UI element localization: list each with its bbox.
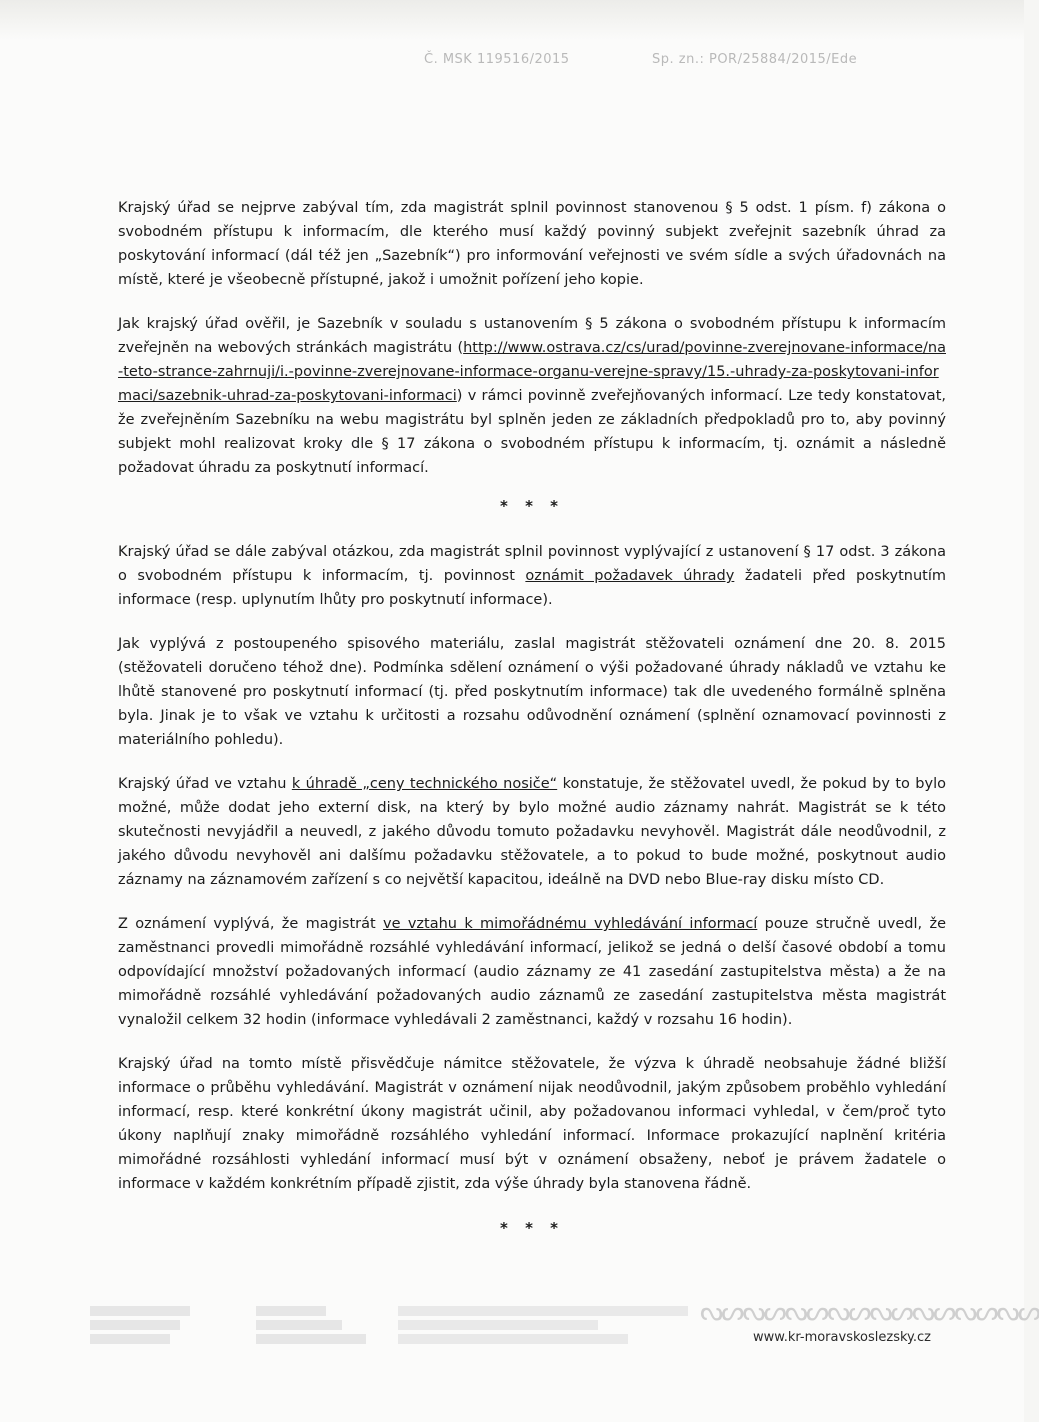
paragraph-text: Z oznámení vyplývá, že magistrát — [118, 916, 384, 932]
paragraph-objection-upheld: Krajský úřad na tomto místě přisvědčuje námitce stěžovatele, že výzva k úhradě neobsahuje žádné bližší informace o průběhu vyhledávání. Magistrát v oznámení nijak neodůvodnil, jakým způsobem proběhlo vyhledání informací, resp. které konkrétní úkony magistrát učinil, aby požadovanou informaci vyhledal, v čem/proč tyto úkony naplňují znaky mimořádně rozsáhlého vyhledání informací. Informace prokazující naplnění kritéria mimořádné rozsáhlosti vyhledání informací musí být v oznámení obsaženy, neboť je právem žadatele o informace v každém konkrétním případě zjistit, zda výše úhrady byla stanovena řádně. — [118, 1056, 946, 1192]
paragraph-text: pouze stručně uvedl, že zaměstnanci provedli mimořádně rozsáhlé vyhledávání informací, jelikož se jedná o delší časové období a tomu odpovídající množství požadovaných informací (audio záznamy ze 41 zasedání zastupitelstva města) a že na mimořádně rozsáhlé vyhledávání požadovaných audio záznamů ze zasedání zastupitelstva města magistrát vynaložil celkem 32 hodin (informace vyhledávali 2 zaměstnanci, každý v rozsahu 16 hodin). — [118, 916, 946, 1028]
paragraph-text: ) v rámci povinně zveřejňovaných informací. Lze tedy konstatovat, že zveřejněním Sazebníku na webu magistrátu byl splněn jeden ze základních předpokladů pro to, aby povinný subjekt mohl realizovat kroky dle § 17 zákona o svobodném přístupu k informacím, tj. oznámit a následně požadovat úhradu za poskytnutí informací. — [118, 388, 946, 476]
paragraph-text: Jak krajský úřad ověřil, je Sazebník v souladu s ustanovením § 5 zákona o svobodném přístupu k informacím zveřejněn na webových stránkách magistrátu ( — [118, 316, 946, 356]
footer-contact-block — [90, 1306, 190, 1344]
paragraph-extraordinary-search — [118, 912, 946, 1032]
section-separator: * * * — [500, 1219, 564, 1237]
underlined-phrase: k úhradě „ceny technického nosiče“ — [291, 776, 558, 792]
paragraph-technical-medium — [118, 772, 946, 892]
region-logo-ornament: ᔓᔕᔓᔕᔓᔕᔓᔕᔓᔕᔓᔕᔓᔕᔓᔕ — [700, 1297, 1039, 1327]
underlined-phrase: ve vztahu k mimořádnému vyhledávání informací — [383, 916, 758, 932]
document-body — [118, 196, 946, 1262]
paragraph-sazebnik-obligation: Krajský úřad se nejprve zabýval tím, zda magistrát splnil povinnost stanovenou § 5 odst. 1 písm. f) zákona o svobodném přístupu k informacím, dle kterého musí každý povinný subjekt zveřejnit sazebník úhrad za poskytování informací (dál též jen „Sazebník“) pro informování veřejnosti ve svém sídle a svých úřadovnách na místě, které je všeobecně přístupné, jakož i umožnit pořízení jeho kopie. — [118, 200, 946, 288]
paragraph-sazebnik-published — [118, 312, 946, 480]
footer-bank-block — [256, 1306, 366, 1344]
document-header — [0, 52, 1024, 76]
file-reference-number: Sp. zn.: POR/25884/2015/Ede — [652, 52, 858, 67]
paragraph-text: žadateli před poskytnutím informace (resp. uplynutím lhůty pro poskytnutí informace). — [118, 568, 947, 608]
footer-website[interactable]: www.kr-moravskoslezsky.cz — [753, 1330, 931, 1345]
paragraph-text: Krajský úřad se dále zabýval otázkou, zda magistrát splnil povinnost vyplývající z ustanovení § 17 odst. 3 zákona o svobodném přístupu k informacím, tj. povinnost — [118, 544, 946, 584]
paragraph-text: konstatuje, že stěžovatel uvedl, že pokud by to bylo možné, může dodat jeho externí disk, na který by bylo možné audio záznamy nahrát. Magistrát se k této skutečnosti nevyjádřil a neuvedl, z jakého důvodu tomuto požadavku nevyhověl. Magistrát dále neodůvodnil, z jakého důvodu nevyhověl ani dalšímu požadavku stěžovatele, a to pokud to bude možné, poskytnout audio záznamy na záznamovém zařízení s co největší kapacitou, ideálně na DVD nebo Blue-ray disku místo CD. — [118, 776, 946, 888]
underlined-phrase: oznámit požadavek úhrady — [525, 568, 735, 584]
document-number: Č. MSK 119516/2015 — [424, 52, 570, 67]
paragraph-notice-sent: Jak vyplývá z postoupeného spisového materiálu, zaslal magistrát stěžovateli oznámení dne 20. 8. 2015 (stěžovateli doručeno téhož dne). Podmínka sdělení oznámení o výši požadované úhrady nákladů ve vztahu ke lhůtě stanovené pro poskytnutí informací (tj. před poskytnutím informace) tak dle uvedeného formálně splněna byla. Jinak je to však ve vztahu k určitosti a rozsahu odůvodnění oznámení (splnění oznamovací povinnosti z materiálního pohledu). — [118, 636, 946, 748]
scan-shadow — [0, 0, 1024, 40]
footer-office-hours-block — [398, 1306, 688, 1344]
sazebnik-link[interactable]: http://www.ostrava.cz/cs/urad/povinne-zverejnovane-informace/na-teto-strance-zahrnuji/i.-povinne-zverejnovane-informace-organu-verejne-spravy/15.-uhrady-za-poskytovani-informaci/sazebnik-uhrad-za-poskytovani-informaci — [118, 340, 946, 404]
section-separator: * * * — [500, 497, 564, 515]
paragraph-text: Krajský úřad ve vztahu — [118, 776, 292, 792]
paragraph-payment-notice — [118, 540, 946, 612]
